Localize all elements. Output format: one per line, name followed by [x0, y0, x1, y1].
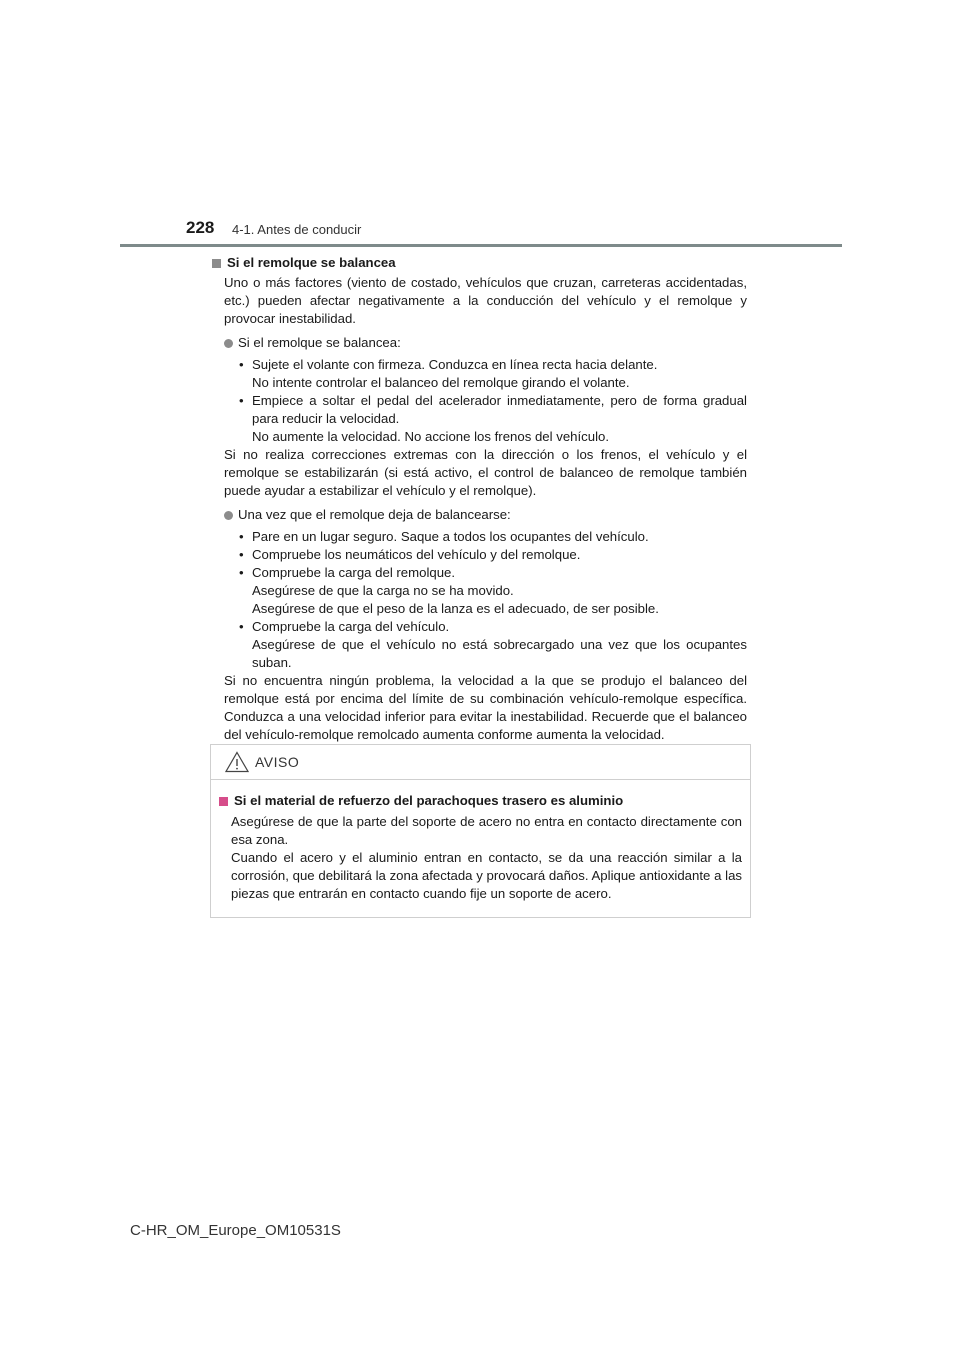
- after-block-1: [212, 446, 747, 500]
- list-marker: •: [239, 393, 244, 408]
- list-item-text: Empiece a soltar el pedal del acelerador inmediatamente, pero de forma gradual para reducir la velocidad.: [252, 393, 747, 426]
- list-marker: •: [239, 619, 244, 634]
- circle-bullet-icon: [224, 339, 233, 348]
- list-item-text: Compruebe la carga del vehículo.: [252, 619, 450, 634]
- bullet-heading-1: [212, 334, 747, 352]
- intro-paragraph: Uno o más factores (viento de costado, vehículos que cruzan, carreteras accidentadas, etc.) pueden afectar negativamente a la conducción del vehículo y el remolque y provocar inestabilidad.: [224, 275, 747, 326]
- section-title: 4-1. Antes de conducir: [232, 222, 362, 237]
- list-item-subtext: Asegúrese de que el peso de la lanza es el adecuado, de ser posible.: [252, 601, 659, 616]
- list-item-text: Sujete el volante con firmeza. Conduzca en línea recta hacia delante.: [252, 357, 658, 372]
- section-heading-text: Si el remolque se balancea: [227, 255, 396, 270]
- list-item: [239, 392, 747, 446]
- warning-header: [211, 745, 750, 780]
- warning-heading: [219, 792, 742, 810]
- list-item: [239, 564, 747, 618]
- intro-block: [212, 274, 747, 328]
- bullet-heading-2: [212, 506, 747, 524]
- circle-bullet-icon: [224, 511, 233, 520]
- bullet-heading-1-text: Si el remolque se balancea:: [238, 335, 401, 350]
- list-1: [212, 356, 747, 446]
- page-number: 228: [186, 218, 215, 237]
- warning-body: [211, 780, 750, 903]
- square-bullet-icon: [219, 797, 228, 806]
- after-paragraph-2: Si no encuentra ningún problema, la velocidad a la que se produjo el balanceo del remolque está por encima del límite de su combinación vehículo-remolque específica. Conduzca a una velocidad inferior para evitar la inestabilidad. Recuerde que el balanceo del vehículo-remolque remolcado aumenta conforme aumenta la velocidad.: [224, 673, 747, 742]
- main-content: [212, 254, 747, 744]
- header-rule: [120, 244, 842, 247]
- list-item-subtext: Asegúrese de que el vehículo no está sobrecargado una vez que los ocupantes suban.: [252, 637, 747, 670]
- list-item: [239, 528, 747, 546]
- list-item: [239, 618, 747, 672]
- list-2: [212, 528, 747, 672]
- list-marker: •: [239, 547, 244, 562]
- warning-box: [210, 744, 751, 918]
- section-heading: [212, 254, 747, 272]
- after-paragraph-1: Si no realiza correcciones extremas con la dirección o los frenos, el vehículo y el remolque se estabilizarán (si está activo, el control de balanceo de remolque también puede ayudar a estabilizar el vehículo y el remolque).: [224, 447, 747, 498]
- list-item-text: Compruebe los neumáticos del vehículo y del remolque.: [252, 547, 581, 562]
- warning-paragraph-2: Cuando el acero y el aluminio entran en contacto, se da una reacción similar a la corrosión, que debilitará la zona afectada y provocará daños. Aplique antioxidante a las piezas que entrarán en contacto cuando fije un soporte de acero.: [231, 850, 742, 901]
- after-block-2: [212, 672, 747, 744]
- list-item-subtext: Asegúrese de que la carga no se ha movido.: [252, 583, 514, 598]
- list-item: [239, 546, 747, 564]
- warning-triangle-icon: [225, 751, 249, 773]
- warning-heading-text: Si el material de refuerzo del parachoques trasero es aluminio: [234, 793, 624, 808]
- square-bullet-icon: [212, 259, 221, 268]
- bullet-heading-2-text: Una vez que el remolque deja de balancearse:: [238, 507, 511, 522]
- list-marker: •: [239, 565, 244, 580]
- list-item-text: Compruebe la carga del remolque.: [252, 565, 456, 580]
- footer-code: C-HR_OM_Europe_OM10531S: [130, 1222, 341, 1239]
- warning-paragraph-1: Asegúrese de que la parte del soporte de acero no entra en contacto directamente con esa zona.: [231, 814, 742, 847]
- list-item-subtext: No intente controlar el balanceo del remolque girando el volante.: [252, 375, 630, 390]
- list-item-text: Pare en un lugar seguro. Saque a todos los ocupantes del vehículo.: [252, 529, 649, 544]
- list-marker: •: [239, 529, 244, 544]
- warning-label: AVISO: [255, 754, 300, 770]
- list-item: [239, 356, 747, 392]
- list-item-subtext: No aumente la velocidad. No accione los frenos del vehículo.: [252, 429, 610, 444]
- list-marker: •: [239, 357, 244, 372]
